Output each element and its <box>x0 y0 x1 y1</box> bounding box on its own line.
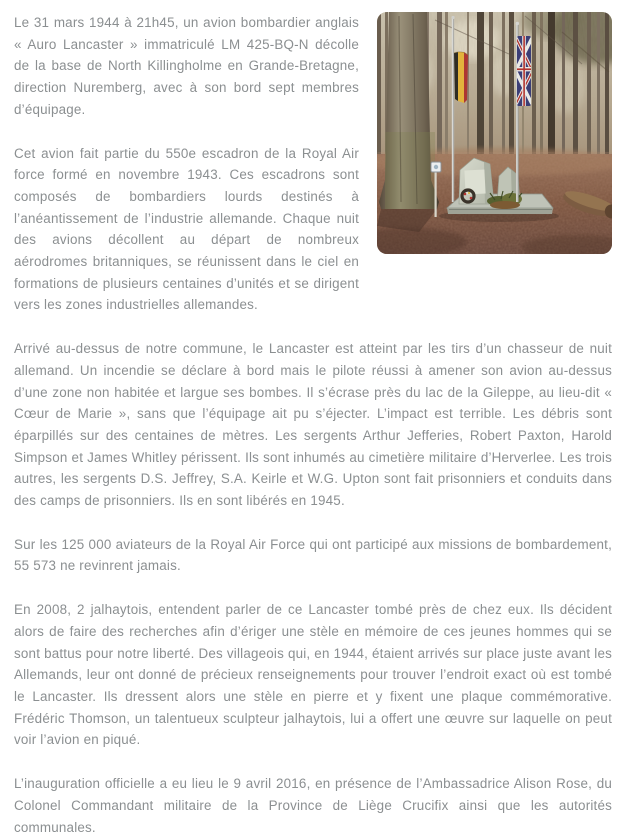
paragraph-memorial-creation: En 2008, 2 jalhaytois, entendent parler de ce Lancaster tombé près de chez eux. Ils décident alors de faire des recherches afin d’ériger une stèle en mémoire de ces jeunes hommes qui se sont battus pour notre liberté. Des villageois qui, en 1944, étaient arrivés sur place juste avant les Allemands, leur ont donné de précieux renseignements pour trouver l’endroit exact où est tombé le Lancaster. Ils dressent alors une stèle en pierre et y fixent une plaque commémorative. Frédéric Thomson, un talentueux sculpteur jalhaytois, lui a offert une œuvre sur laquelle on peut voir l’avion en piqué. <box>14 602 612 748</box>
memorial-photo <box>377 12 612 254</box>
paragraph-raf-losses: Sur les 125 000 aviateurs de la Royal Air Force qui ont participé aux missions de bombardement, 55 573 ne revinrent jamais. <box>14 536 612 574</box>
memorial-photo-illustration <box>377 12 612 254</box>
paragraph-squadron-550: Cet avion fait partie du 550e escadron de la Royal Air force formé en novembre 1943. Ces escadrons sont composés de bombardiers lourds destinés à l’anéantissement de l’industrie allemande. Chaque nuit des avions décollent au départ de nombreux aérodromes britanniques, se réunissent dans le ciel en formations de plusieurs centaines d’unités et se dirigent vers les zones industrielles allemandes. <box>14 145 359 313</box>
paragraph-inauguration: L’inauguration officielle a eu lieu le 9 avril 2016, en présence de l’Ambassadrice Alison Rose, du Colonel Commandant militaire de la Province de Liège Crucifix ainsi que les autorités communales. <box>14 776 612 835</box>
paragraph-flight-departure: Le 31 mars 1944 à 21h45, un avion bombardier anglais « Auro Lancaster » immatriculé LM 425-BQ-N décolle de la base de North Killingholme en Grande-Bretagne, direction Nuremberg, avec à son bord sept membres d’équipage. <box>14 15 359 117</box>
belgian-flag <box>454 52 468 103</box>
union-jack-flag <box>516 36 532 106</box>
paragraph-crash-story: Arrivé au-dessus de notre commune, le Lancaster est atteint par les tirs d’un chasseur de nuit allemand. Un incendie se déclare à bord mais le pilote réussi à amener son avion au-dessus d’une zone non habitée et largue ses bombes. Il s’écrase près du lac de la Gileppe, au lieu-dit « Cœur de Marie », sans que l’équipage ait pu s’éjecter. L’impact est terrible. Les débris sont éparpillés sur des centaines de mètres. Les sergents Arthur Jefferies, Robert Paxton, Harold Simpson et James Whitley périssent. Ils sont inhumés au cimetière militaire d’Herverlee. Les trois autres, les sergents D.S. Jeffrey, S.A. Keirle et W.G. Upton sont fait prisonniers et conduits dans des camps de prisonniers. Ils en sont libérés en 1945. <box>14 341 612 509</box>
